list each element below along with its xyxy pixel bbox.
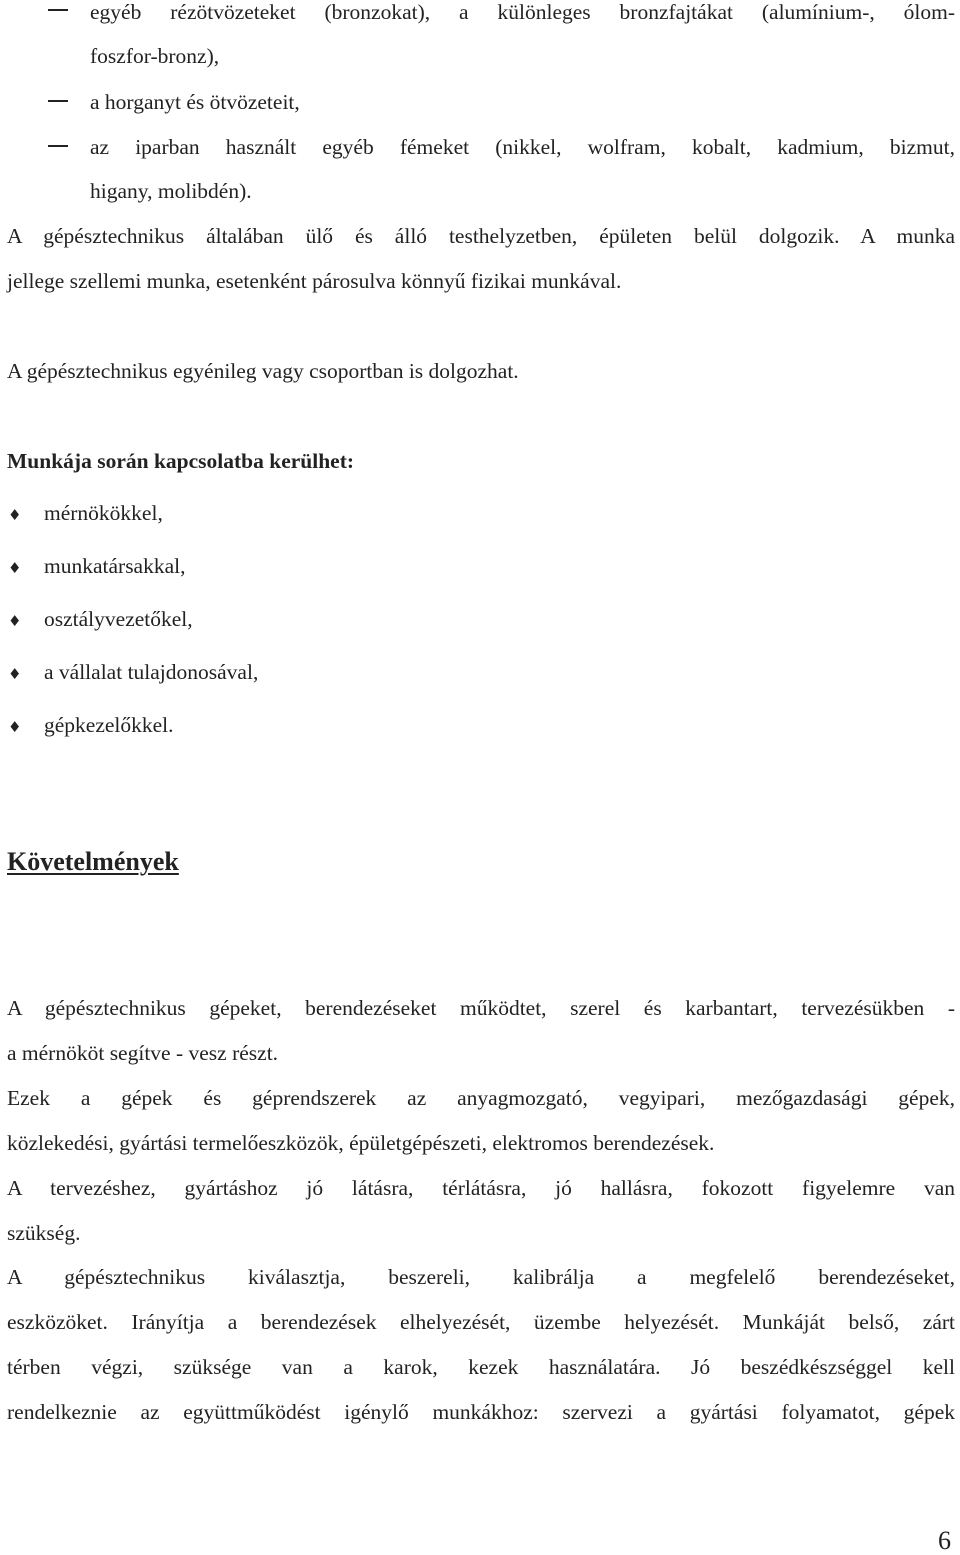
paragraph-1-line-1: A gépésztechnikus általában ülő és álló testhelyzetben, épületen belül dolgozik. A munka xyxy=(7,224,955,248)
dash-list-item-3-line-1: az iparban használt egyéb fémeket (nikkel, wolfram, kobalt, kadmium, bizmut, xyxy=(90,135,955,159)
requirements-line: rendelkeznie az együttműködést igénylő munkákhoz: szervezi a gyártási folyamatot, gépek xyxy=(7,1400,955,1424)
diamond-bullet-icon: ♦ xyxy=(8,559,22,577)
page-number: 6 xyxy=(938,1526,951,1555)
list-item: gépkezelőkkel. xyxy=(44,713,174,737)
dash-bullet xyxy=(48,100,68,102)
requirements-heading: Követelmények xyxy=(7,847,179,876)
requirements-line: A gépésztechnikus kiválasztja, beszereli, kalibrálja a megfelelő berendezéseket, xyxy=(7,1265,955,1289)
diamond-bullet-icon: ♦ xyxy=(8,665,22,683)
paragraph-2: A gépésztechnikus egyénileg vagy csoportban is dolgozhat. xyxy=(7,359,519,383)
requirements-line: Ezek a gépek és géprendszerek az anyagmozgató, vegyipari, mezőgazdasági gépek, xyxy=(7,1086,955,1110)
dash-list-item-1-line-2: foszfor-bronz), xyxy=(90,44,220,68)
diamond-bullet-icon: ♦ xyxy=(8,718,22,736)
paragraph-1-line-2: jellege szellemi munka, esetenként párosulva könnyű fizikai munkával. xyxy=(7,269,622,293)
requirements-line: térben végzi, szüksége van a karok, kezek használatára. Jó beszédkészséggel kell xyxy=(7,1355,955,1379)
dash-list-item-1-line-1: egyéb rézötvözeteket (bronzokat), a különleges bronzfajtákat (alumínium-, ólom- xyxy=(90,0,955,24)
diamond-bullet-icon: ♦ xyxy=(8,506,22,524)
list-item: a vállalat tulajdonosával, xyxy=(44,660,259,684)
requirements-line: közlekedési, gyártási termelőeszközök, épületgépészeti, elektromos berendezések. xyxy=(7,1131,715,1155)
requirements-line: a mérnököt segítve - vesz részt. xyxy=(7,1041,279,1065)
list-item: osztályvezetőkel, xyxy=(44,607,193,631)
dash-bullet xyxy=(48,145,68,147)
requirements-line: A gépésztechnikus gépeket, berendezéseket működtet, szerel és karbantart, tervezésükben - xyxy=(7,996,955,1020)
dash-list-item-3-line-2: higany, molibdén). xyxy=(90,179,252,203)
dash-list-item-2: a horganyt és ötvözeteit, xyxy=(90,90,300,114)
list-item: mérnökökkel, xyxy=(44,501,163,525)
dash-bullet xyxy=(48,9,68,11)
contacts-heading: Munkája során kapcsolatba kerülhet: xyxy=(7,449,355,473)
diamond-bullet-icon: ♦ xyxy=(8,612,22,630)
requirements-line: eszközöket. Irányítja a berendezések elhelyezését, üzembe helyezését. Munkáját belső, zárt xyxy=(7,1310,955,1334)
list-item: munkatársakkal, xyxy=(44,554,186,578)
requirements-line: A tervezéshez, gyártáshoz jó látásra, térlátásra, jó hallásra, fokozott figyelemre van xyxy=(7,1176,955,1200)
requirements-line: szükség. xyxy=(7,1221,81,1245)
